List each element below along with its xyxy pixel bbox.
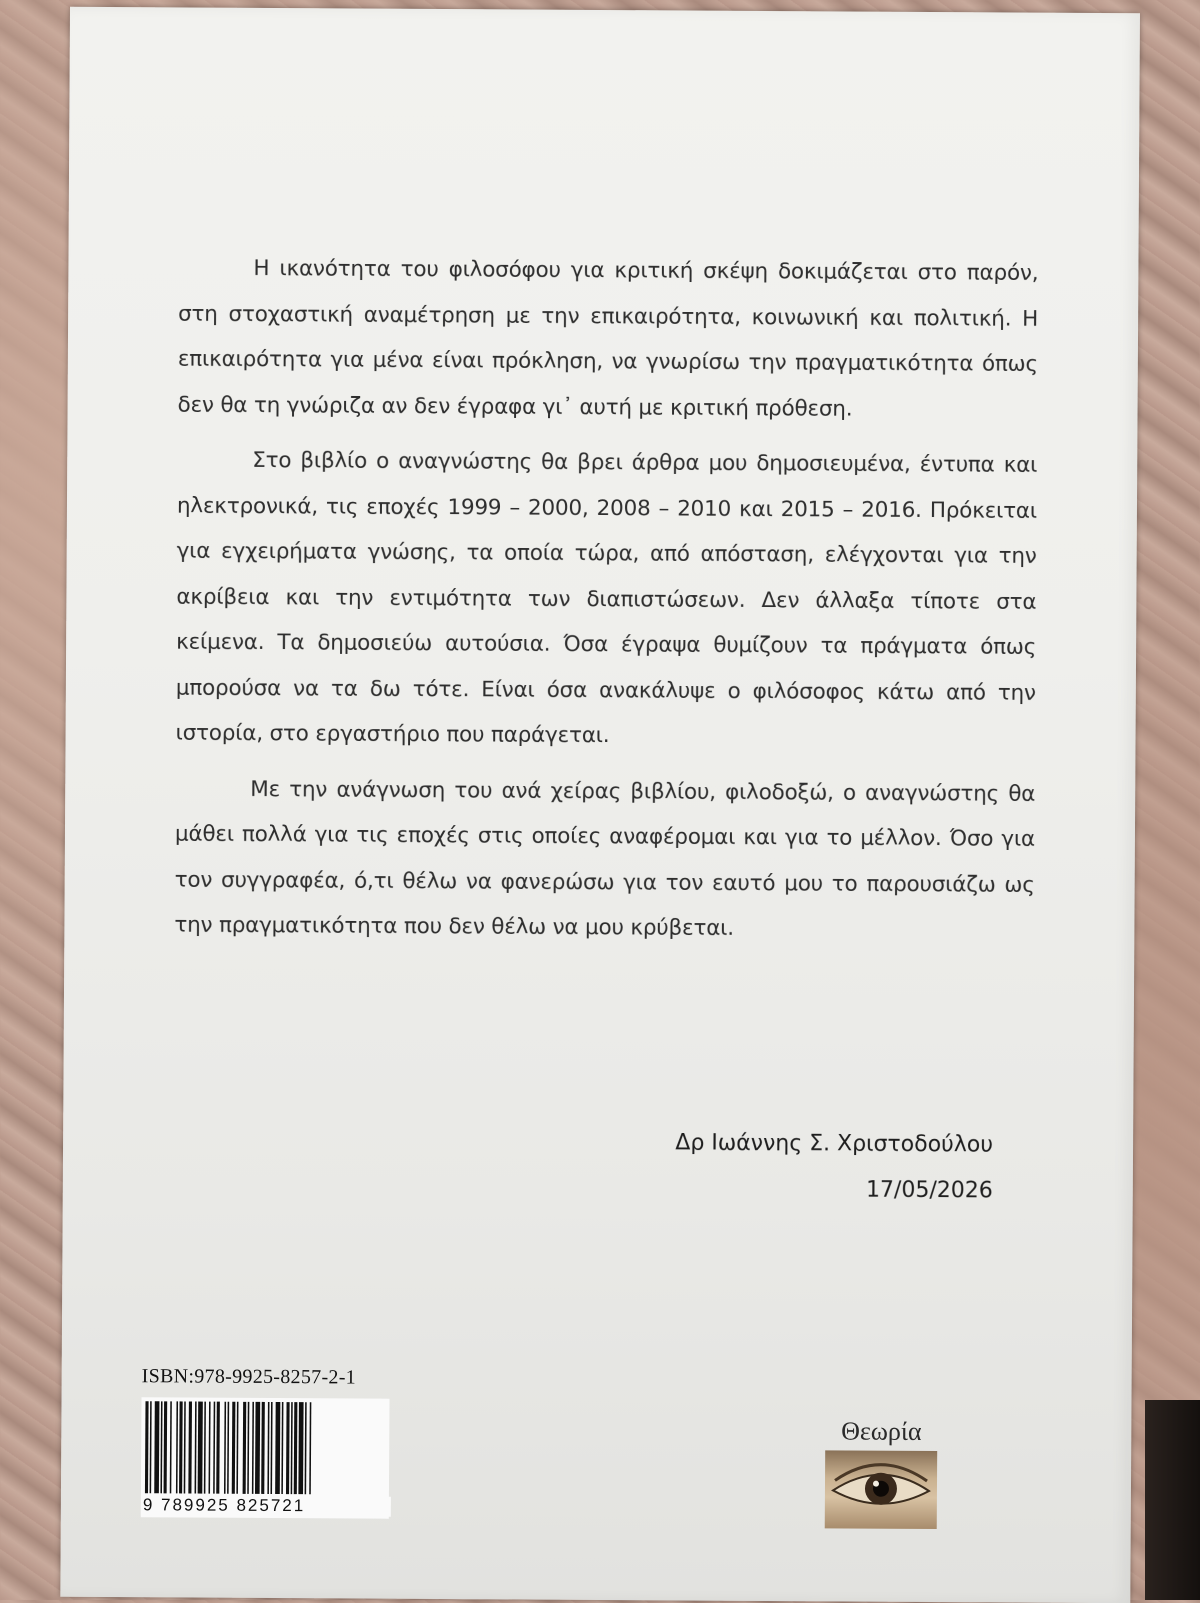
book-back-cover bbox=[60, 7, 1140, 1603]
publisher-logo bbox=[821, 1416, 942, 1529]
background-shadow bbox=[1145, 1400, 1200, 1600]
signature-date: 17/05/2026 bbox=[865, 1177, 993, 1204]
barcode-bars bbox=[141, 1397, 390, 1499]
blurb-text bbox=[174, 245, 1038, 963]
author-name: Δρ Ιωάννης Σ. Χριστοδούλου bbox=[675, 1130, 994, 1158]
barcode-digits: 9 789925 825721 bbox=[141, 1495, 391, 1517]
barcode bbox=[141, 1397, 390, 1519]
signature-block bbox=[675, 1120, 993, 1214]
blurb-paragraph-2: Στο βιβλίο ο αναγνώστης θα βρει άρθρα μου δημοσιευμένα, έντυπα και ηλεκτρονικά, τις εποχές 1999 – 2000, 2008 – 2010 και 2015 – 2016. Πρόκειται για εγχειρήματα γνώσης, τα οποία τώρα, από απόσταση, ελέγχονται για την ακρίβεια και την εντιμότητα των διαπιστώσεων. Δεν άλλαξα τίποτε στα κείμενα. Τα δημοσιεύω αυτούσια. Όσα έγραψα θυμίζουν τα πράγματα όπως μπορούσα να τα δω τότε. Είναι όσα ανακάλυψε ο φιλόσοφος κάτω από την ιστορία, στο εργαστήριο που παράγεται. bbox=[175, 447, 1038, 749]
eye-icon bbox=[825, 1450, 937, 1529]
publisher-name: Θεωρία bbox=[841, 1416, 922, 1446]
isbn-label: ISBN:978-9925-8257-2-1 bbox=[141, 1365, 357, 1389]
blurb-paragraph-1: Η ικανότητα του φιλοσόφου για κριτική σκέψη δοκιμάζεται στο παρόν, στη στοχαστική αναμέτρηση με την επικαιρότητα, κοινωνική και πολιτική. Η επικαιρότητα για μένα είναι πρόκληση, να γνωρίσω την πραγματικότητα όπως δεν θα τη γνώριζα αν δεν έγραφα γι᾽ αυτή με κριτική πρόθεση. bbox=[177, 255, 1039, 422]
blurb-paragraph-3: Με την ανάγνωση του ανά χείρας βιβλίου, φιλοδοξώ, ο αναγνώστης θα μάθει πολλά για τις εποχές στις οποίες αναφέρομαι και για το μέλλον. Όσο για τον συγγραφέα, ό,τι θέλω να φανερώσω για τον εαυτό μου το παρουσιάζω ως την πραγματικότητα που δεν θέλω να μου κρύβεται. bbox=[174, 776, 1036, 941]
